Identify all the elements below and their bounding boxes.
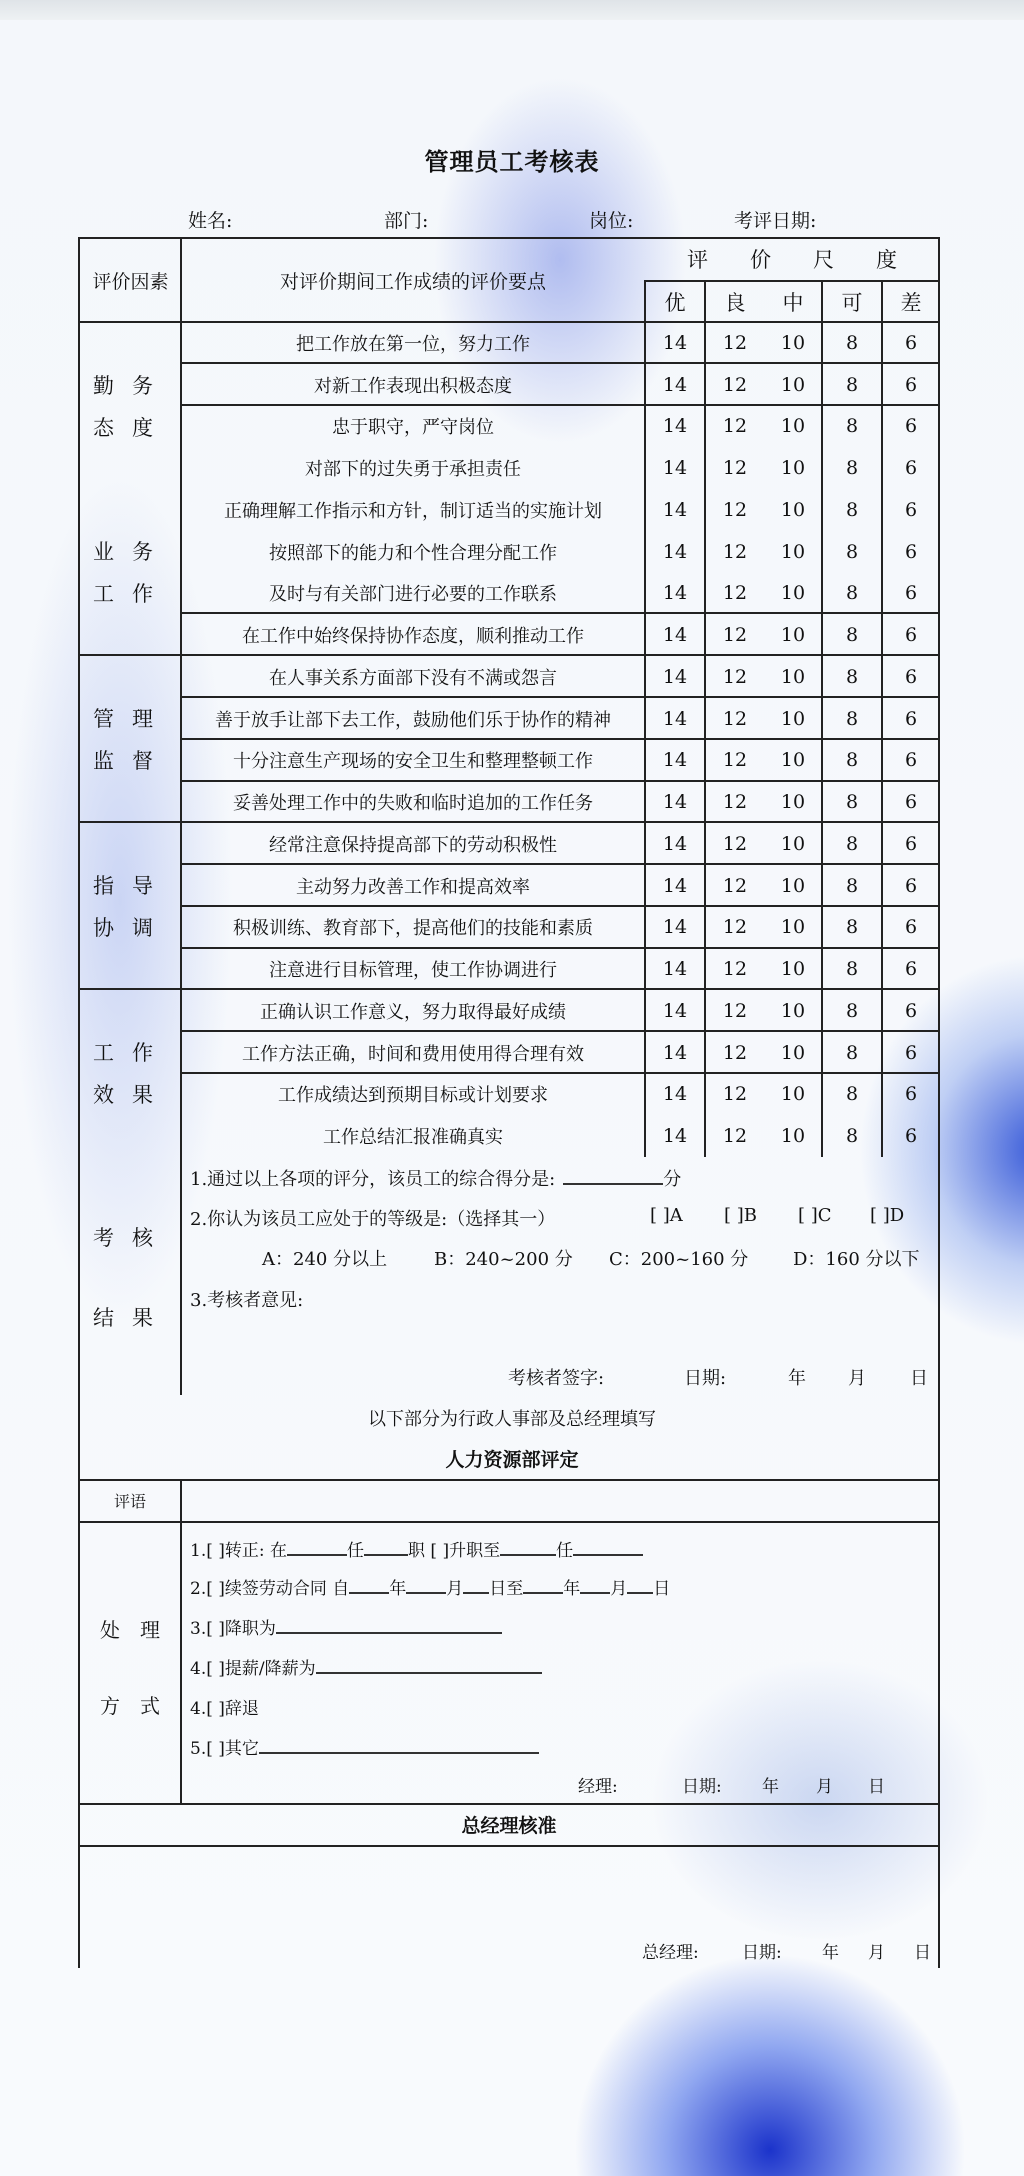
gm-title-bottom-line xyxy=(79,1845,940,1847)
hr-evaluation-title: 人力资源部评定 xyxy=(445,1449,579,1471)
score-option[interactable]: 6 xyxy=(904,624,918,647)
score-option[interactable]: 10 xyxy=(780,1083,806,1106)
score-option[interactable]: 12 xyxy=(722,624,748,647)
score-option[interactable]: 8 xyxy=(845,958,859,981)
top-band xyxy=(0,0,1024,20)
score-option[interactable]: 10 xyxy=(780,665,806,688)
section-note: 以下部分为行政人事部及总经理填写 xyxy=(368,1409,656,1430)
header-scale: 评 价 尺 度 xyxy=(687,248,897,272)
score-option[interactable]: 14 xyxy=(662,1041,688,1064)
score-option[interactable]: 12 xyxy=(722,832,748,855)
year-label: 年 xyxy=(762,1777,779,1797)
blank xyxy=(364,1553,408,1556)
score-option[interactable]: 8 xyxy=(845,582,859,605)
comment-bottom-line xyxy=(79,1521,940,1523)
score-option[interactable]: 14 xyxy=(662,373,688,396)
score-option[interactable]: 10 xyxy=(780,749,806,772)
score-option[interactable]: 6 xyxy=(904,874,918,897)
criterion-text: 在工作中始终保持协作态度，顺利推动工作 xyxy=(242,626,584,648)
score-option[interactable]: 10 xyxy=(780,624,806,647)
score-option[interactable]: 8 xyxy=(845,665,859,688)
position-label: 岗位: xyxy=(589,210,634,232)
score-option[interactable]: 12 xyxy=(722,999,748,1022)
score-option[interactable]: 12 xyxy=(722,791,748,814)
score-option[interactable]: 6 xyxy=(904,373,918,396)
score-option[interactable]: 12 xyxy=(722,498,748,521)
month-label: 月 xyxy=(848,1368,866,1389)
score-option[interactable]: 8 xyxy=(845,624,859,647)
score-option[interactable]: 10 xyxy=(780,331,806,354)
score-option[interactable]: 8 xyxy=(845,498,859,521)
score-option[interactable]: 14 xyxy=(662,832,688,855)
score-option[interactable]: 6 xyxy=(904,1125,918,1148)
comment-label: 评语 xyxy=(113,1492,146,1511)
score-option[interactable]: 6 xyxy=(904,916,918,939)
manager-date-label: 日期: xyxy=(682,1777,722,1797)
department-label: 部门: xyxy=(384,210,429,232)
review-date-label: 考评日期: xyxy=(734,210,817,232)
score-option[interactable]: 12 xyxy=(722,582,748,605)
group-guidance-coordination: 指导 协调 xyxy=(93,874,171,940)
blank xyxy=(406,1591,446,1594)
score-option[interactable]: 6 xyxy=(904,832,918,855)
month-label: 月 xyxy=(816,1777,833,1797)
blank xyxy=(500,1553,556,1556)
handling-item-renew-contract[interactable]: 2.[ ]续签劳动合同 自 年 月 日至 年 月 日 xyxy=(190,1579,671,1599)
score-option[interactable]: 8 xyxy=(845,791,859,814)
score-option[interactable]: 8 xyxy=(845,457,859,480)
score-option[interactable]: 6 xyxy=(904,958,918,981)
score-option[interactable]: 10 xyxy=(780,540,806,563)
total-score-field[interactable] xyxy=(563,1182,663,1185)
name-label: 姓名: xyxy=(188,210,233,232)
score-option[interactable]: 12 xyxy=(722,958,748,981)
score-option[interactable]: 8 xyxy=(845,916,859,939)
score-option[interactable]: 10 xyxy=(780,874,806,897)
score-option[interactable]: 12 xyxy=(722,1083,748,1106)
reviewer-opinion-label: 3.考核者意见: xyxy=(190,1290,304,1311)
criterion-text: 积极训练、教育部下，提高他们的技能和素质 xyxy=(233,918,593,940)
blank xyxy=(316,1671,542,1674)
page-title: 管理员工考核表 xyxy=(424,147,600,176)
score-option[interactable]: 10 xyxy=(780,582,806,605)
gm-date-label: 日期: xyxy=(742,1943,782,1963)
blank xyxy=(463,1591,489,1594)
blank xyxy=(580,1591,610,1594)
score-option[interactable]: 12 xyxy=(722,331,748,354)
criterion-text: 忠于职守，严守岗位 xyxy=(332,417,494,439)
criterion-text: 对新工作表现出积极态度 xyxy=(314,375,512,397)
score-option[interactable]: 14 xyxy=(662,1125,688,1148)
score-option[interactable]: 8 xyxy=(845,749,859,772)
criterion-text: 把工作放在第一位，努力工作 xyxy=(296,333,530,355)
score-option[interactable]: 6 xyxy=(904,331,918,354)
grade-question: 2.你认为该员工应处于的等级是:（选择其一） xyxy=(190,1209,556,1230)
manager-signature-label: 经理: xyxy=(578,1777,618,1797)
score-option[interactable]: 14 xyxy=(662,707,688,730)
score-question: 1.通过以上各项的评分，该员工的综合得分是: 分 xyxy=(190,1169,682,1190)
score-option[interactable]: 14 xyxy=(662,582,688,605)
score-option[interactable]: 6 xyxy=(904,582,918,605)
header-points: 对评价期间工作成绩的评价要点 xyxy=(279,270,546,293)
criterion-text: 对部下的过失勇于承担责任 xyxy=(305,459,521,481)
score-option[interactable]: 14 xyxy=(662,498,688,521)
score-option[interactable]: 8 xyxy=(845,331,859,354)
criterion-text: 在人事关系方面部下没有不满或怨言 xyxy=(269,667,557,689)
score-option[interactable]: 14 xyxy=(662,916,688,939)
score-option[interactable]: 14 xyxy=(662,874,688,897)
score-option[interactable]: 6 xyxy=(904,498,918,521)
score-option[interactable]: 8 xyxy=(845,415,859,438)
score-option[interactable]: 14 xyxy=(662,665,688,688)
score-option[interactable]: 6 xyxy=(904,749,918,772)
score-option[interactable]: 14 xyxy=(662,624,688,647)
score-option[interactable]: 10 xyxy=(780,457,806,480)
day-label: 日 xyxy=(868,1777,885,1797)
score-option[interactable]: 12 xyxy=(722,540,748,563)
handling-item-dismiss[interactable]: 4.[ ]辞退 xyxy=(190,1699,259,1719)
criterion-text: 经常注意保持提高部下的劳动积极性 xyxy=(269,834,557,856)
blank xyxy=(276,1631,502,1634)
score-option[interactable]: 8 xyxy=(845,1125,859,1148)
criterion-text: 正确认识工作意义，努力取得最好成绩 xyxy=(260,1001,566,1023)
score-option[interactable]: 10 xyxy=(780,373,806,396)
group-business-work: 业务 工作 xyxy=(93,540,171,606)
comment-field[interactable] xyxy=(182,1482,936,1520)
score-option[interactable]: 14 xyxy=(662,749,688,772)
header-factor: 评价因素 xyxy=(92,270,169,293)
blank xyxy=(573,1553,643,1556)
group-management-supervision: 管理 监督 xyxy=(93,707,171,773)
option-c-checkbox[interactable]: [ ]C xyxy=(798,1205,832,1226)
gm-comment-field[interactable] xyxy=(82,1848,936,1938)
blank xyxy=(523,1591,563,1594)
group-assessment-results: 考核 结果 xyxy=(93,1226,171,1330)
grade-good: 良 xyxy=(724,291,746,315)
hr-col-divider xyxy=(180,1479,182,1803)
handling-item-confirm[interactable]: 1.[ ]转正: 在 任 职 [ ]升职至 任 xyxy=(190,1536,643,1561)
reviewer-date-label: 日期: xyxy=(684,1368,727,1389)
criterion-text: 工作总结汇报准确真实 xyxy=(323,1127,503,1149)
score-option[interactable]: 12 xyxy=(722,415,748,438)
option-b-checkbox[interactable]: [ ]B xyxy=(724,1205,757,1226)
grade-average: 中 xyxy=(782,291,804,315)
handling-label-2: 方 式 xyxy=(100,1694,160,1718)
score-option[interactable]: 14 xyxy=(662,958,688,981)
level-a-desc: A：240 分以上 xyxy=(262,1249,388,1270)
score-option[interactable]: 14 xyxy=(662,791,688,814)
criterion-text: 妥善处理工作中的失败和临时追加的工作任务 xyxy=(233,793,593,815)
level-d-desc: D：160 分以下 xyxy=(793,1249,920,1270)
option-a-checkbox[interactable]: [ ]A xyxy=(650,1205,683,1226)
criterion-text: 注意进行目标管理，使工作协调进行 xyxy=(269,960,557,982)
score-option[interactable]: 10 xyxy=(780,1041,806,1064)
reviewer-signature-label: 考核者签字: xyxy=(508,1368,605,1389)
score-option[interactable]: 10 xyxy=(780,958,806,981)
score-option[interactable]: 14 xyxy=(662,540,688,563)
grade-fair: 可 xyxy=(841,291,863,315)
score-option[interactable]: 8 xyxy=(845,373,859,396)
gm-signature-label: 总经理: xyxy=(642,1943,699,1963)
score-option[interactable]: 10 xyxy=(780,707,806,730)
score-option[interactable]: 12 xyxy=(722,1125,748,1148)
score-option[interactable]: 10 xyxy=(780,999,806,1022)
level-c-desc: C：200~160 分 xyxy=(609,1249,749,1270)
gm-approval-title: 总经理核准 xyxy=(461,1815,557,1837)
score-option[interactable]: 6 xyxy=(904,540,918,563)
score-option[interactable]: 14 xyxy=(662,999,688,1022)
score-option[interactable]: 8 xyxy=(845,832,859,855)
score-option[interactable]: 12 xyxy=(722,457,748,480)
score-option[interactable]: 8 xyxy=(845,874,859,897)
criterion-text: 工作成绩达到预期目标或计划要求 xyxy=(278,1085,548,1107)
score-option[interactable]: 8 xyxy=(845,1083,859,1106)
score-option[interactable]: 12 xyxy=(722,373,748,396)
level-b-desc: B：240~200 分 xyxy=(434,1249,573,1270)
score-option[interactable]: 12 xyxy=(722,916,748,939)
score-option[interactable]: 12 xyxy=(722,874,748,897)
blank xyxy=(287,1553,347,1556)
score-option[interactable]: 6 xyxy=(904,457,918,480)
handling-item-other[interactable]: 5.[ ]其它 xyxy=(190,1734,539,1759)
score-option[interactable]: 10 xyxy=(780,916,806,939)
criterion-text: 十分注意生产现场的安全卫生和整理整顿工作 xyxy=(233,751,593,773)
year-label: 年 xyxy=(788,1368,806,1389)
score-option[interactable]: 14 xyxy=(662,457,688,480)
criterion-text: 善于放手让部下去工作，鼓励他们乐于协作的精神 xyxy=(215,709,611,731)
score-option[interactable]: 12 xyxy=(722,1041,748,1064)
score-option[interactable]: 8 xyxy=(845,540,859,563)
year-label: 年 xyxy=(822,1943,839,1963)
score-option[interactable]: 8 xyxy=(845,1041,859,1064)
score-option[interactable]: 6 xyxy=(904,415,918,438)
group-work-results: 工作 效果 xyxy=(93,1041,171,1107)
score-option[interactable]: 10 xyxy=(780,415,806,438)
score-option[interactable]: 12 xyxy=(722,665,748,688)
grade-excellent: 优 xyxy=(664,291,686,315)
blank xyxy=(349,1591,389,1594)
blank xyxy=(259,1751,539,1754)
score-option[interactable]: 10 xyxy=(780,832,806,855)
score-option[interactable]: 14 xyxy=(662,415,688,438)
handling-item-demote[interactable]: 3.[ ]降职为 xyxy=(190,1614,502,1639)
score-option[interactable]: 6 xyxy=(904,707,918,730)
criterion-text: 工作方法正确，时间和费用使用得合理有效 xyxy=(242,1043,584,1065)
criterion-text: 主动努力改善工作和提高效率 xyxy=(296,876,530,898)
score-option[interactable]: 10 xyxy=(780,1125,806,1148)
day-label: 日 xyxy=(910,1368,928,1389)
day-label: 日 xyxy=(914,1943,931,1963)
option-d-checkbox[interactable]: [ ]D xyxy=(870,1205,905,1226)
handling-label-1: 处 理 xyxy=(100,1618,160,1642)
score-option[interactable]: 6 xyxy=(904,791,918,814)
score-option[interactable]: 10 xyxy=(780,791,806,814)
score-option[interactable]: 8 xyxy=(845,999,859,1022)
criterion-text: 正确理解工作指示和方针，制订适当的实施计划 xyxy=(224,500,602,522)
month-label: 月 xyxy=(868,1943,885,1963)
score-option[interactable]: 14 xyxy=(662,331,688,354)
score-option[interactable]: 12 xyxy=(722,707,748,730)
group-attendance-attitude: 勤务 态度 xyxy=(93,374,171,440)
score-option[interactable]: 6 xyxy=(904,665,918,688)
criterion-text: 及时与有关部门进行必要的工作联系 xyxy=(269,584,557,606)
score-option[interactable]: 6 xyxy=(904,1041,918,1064)
score-option[interactable]: 10 xyxy=(780,498,806,521)
score-option[interactable]: 8 xyxy=(845,707,859,730)
grade-poor: 差 xyxy=(900,291,922,315)
score-option[interactable]: 6 xyxy=(904,999,918,1022)
hr-top-line xyxy=(79,1479,940,1481)
score-option[interactable]: 14 xyxy=(662,1083,688,1106)
score-option[interactable]: 12 xyxy=(722,749,748,772)
score-option[interactable]: 6 xyxy=(904,1083,918,1106)
blank xyxy=(627,1591,653,1594)
criterion-text: 按照部下的能力和个性合理分配工作 xyxy=(269,542,557,564)
handling-item-salary-change[interactable]: 4.[ ]提薪/降薪为 xyxy=(190,1654,542,1679)
